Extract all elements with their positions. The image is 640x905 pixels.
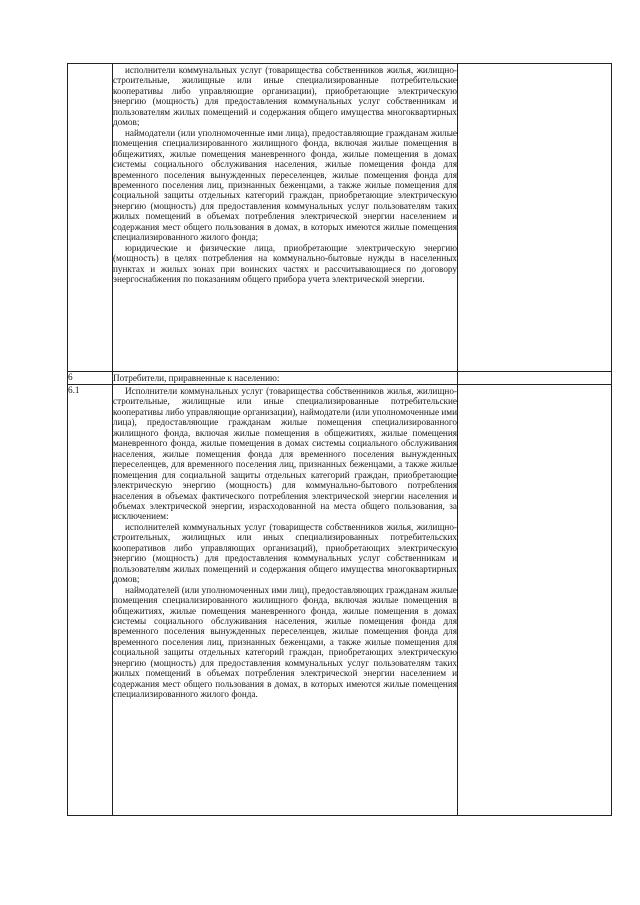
row-number-cell: 6.1 xyxy=(68,385,113,816)
row-value-cell xyxy=(458,64,612,372)
paragraph-exception-landlords: наймодателей (или уполномоченных ими лиц), предоставляющих гражданам жилые помещения специализированного жилищного фонда, включая жилые помещения в общежитиях, жилые помещения маневренного фонда, жилые помещения в домах системы социального обслуживания населения, жилые помещения фонда для временного поселения вынужденных переселенцев, жилые помещения фонда для временного поселения лиц, признанных беженцами, а также жилые помещения для социальной защиты отдельных категорий граждан, приобретающих электрическую энергию (мощность) для предоставления коммунальных услуг пользователям таких жилых помещений в объемах потребления электрической энергии населением и содержания мест общего пользования в домах, в которых имеются жилые помещения специализированного жилого фонда. xyxy=(113,584,457,700)
table-row-6-1 xyxy=(68,385,612,816)
paragraph-utility-providers: исполнители коммунальных услуг (товарищества собственников жилья, жилищно-строительные, жилищные или иные специализированные потребительские кооперативы либо управляющие организации), приобретающие электрическую энергию (мощность) для предоставления коммунальных услуг собственникам и пользователям жилых помещений и содержания общего имущества многоквартирных домов; xyxy=(113,65,457,128)
row-text-cell xyxy=(113,64,458,372)
paragraph-legal-entities: юридические и физические лица, приобретающие электрическую энергию (мощность) в целях потребления на коммунально-бытовые нужды в населенных пунктах и жилых зонах при воинских частях и рассчитывающиеся по договору энергоснабжения по показаниям общего прибора учета электрической энергии. xyxy=(113,242,457,285)
paragraph-exception-providers: исполнителей коммунальных услуг (товариществ собственников жилья, жилищно-строительных, жилищных или иных специализированных потребительских кооперативов либо управляющих организаций), приобретающих электрическую энергию (мощность) для предоставления коммунальных услуг собственникам и пользователям жилых помещений и содержания общего имущества многоквартирных домов; xyxy=(113,521,457,585)
row-number-cell: 6 xyxy=(68,372,113,385)
paragraph-utility-providers-landlords: Исполнители коммунальных услуг (товарищества собственников жилья, жилищно-строительные, жилищные или иные специализированные потребительские кооперативы либо управляющие организации), наймодатели (или уполномоченные ими лица), предоставляющие гражданам жилые помещения специализированного жилищного фонда, включая жилые помещения в общежитиях, жилые помещения маневренного фонда, жилые помещения в домах системы социального обслуживания населения, жилые помещения фонда для временного поселения вынужденных переселенцев, для временного поселения лиц, признанных беженцами, а также жилые помещения для социальной защиты отдельных категорий граждан, приобретающие электрическую энергию (мощность) для коммунально-бытового потребления населения в объемах фактического потребления электрической энергии населения и объемах электрической энергии, израсходованной на места общего пользования, за исключением: xyxy=(113,386,457,522)
row-number-cell xyxy=(68,64,113,372)
tariff-table xyxy=(67,63,612,816)
row-value-cell xyxy=(458,385,612,816)
row-value-cell xyxy=(458,372,612,385)
row-text-cell xyxy=(113,385,458,816)
paragraph-landlords: наймодатели (или уполномоченные ими лица), предоставляющие гражданам жилые помещения специализированного жилищного фонда, включая жилые помещения в общежитиях, жилые помещения маневренного фонда, жилые помещения в домах системы социального обслуживания населения, жилые помещения фонда для временного поселения вынужденных переселенцев, жилые помещения фонда для временного поселения лиц, признанных беженцами, а также жилые помещения для социальной защиты отдельных категорий граждан, приобретающие электрическую энергию (мощность) для предоставления коммунальных услуг пользователям таких жилых помещений в объемах потребления электрической энергии населением и содержания мест общего пользования в домах, в которых имеются жилые помещения специализированного жилого фонда; xyxy=(113,127,457,243)
row-text-cell xyxy=(113,372,458,385)
table-row-6 xyxy=(68,372,612,385)
table-row-continued xyxy=(68,64,612,372)
row-heading-text: Потребители, приравненные к населению: xyxy=(113,373,280,383)
